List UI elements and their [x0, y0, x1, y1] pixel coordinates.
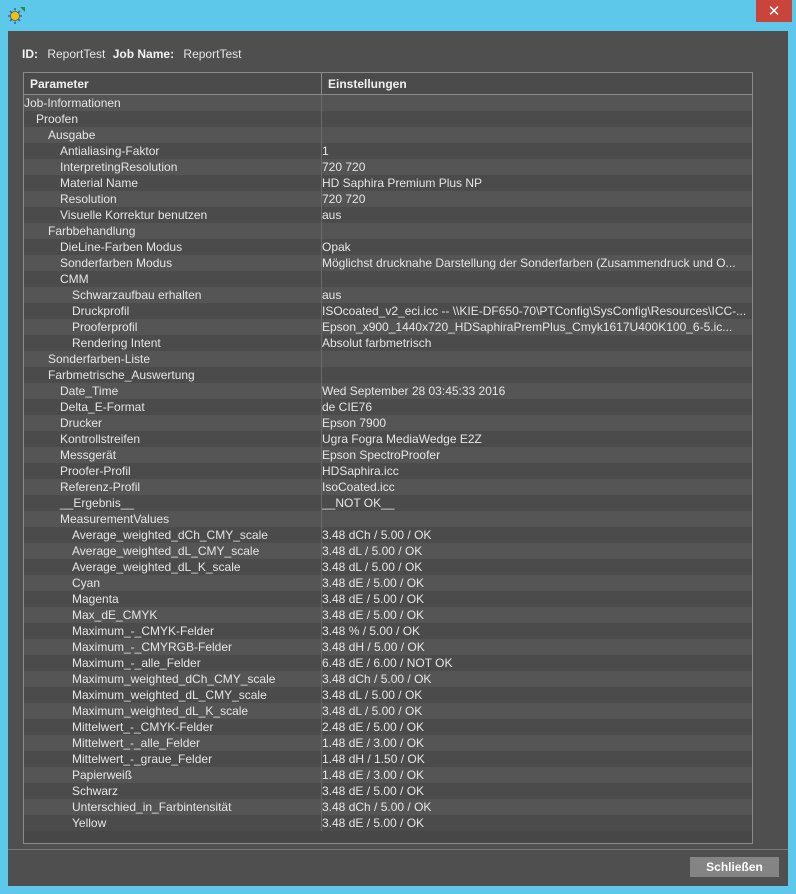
table-row[interactable] — [24, 127, 752, 143]
id-label: ID: — [22, 47, 38, 61]
parameter-cell: Maximum_-_CMYRGB-Felder — [72, 640, 233, 654]
parameter-cell: Magenta — [72, 592, 119, 606]
parameter-cell: Cyan — [72, 576, 101, 590]
parameter-cell: Delta_E-Format — [60, 400, 145, 414]
parameter-cell: Proofer-Profil — [60, 464, 131, 478]
value-cell: 720 720 — [322, 192, 366, 206]
table-row[interactable] — [24, 511, 752, 527]
parameter-cell: Yellow — [72, 816, 107, 830]
table-row[interactable] — [24, 623, 752, 639]
value-cell — [322, 367, 750, 383]
value-cell: Epson SpectroProofer — [322, 448, 441, 462]
value-cell: HDSaphira.icc — [322, 464, 399, 478]
value-cell: de CIE76 — [322, 400, 373, 414]
table-row[interactable] — [24, 207, 752, 223]
parameter-cell: Unterschied_in_Farbintensität — [72, 800, 232, 814]
parameter-cell: Sonderfarben Modus — [60, 256, 173, 270]
parameter-cell: Antialiasing-Faktor — [60, 144, 160, 158]
parameter-cell: Maximum_-_CMYK-Felder — [72, 624, 215, 638]
parameter-cell: Average_weighted_dL_K_scale — [72, 560, 241, 574]
parameter-cell: Proofen — [36, 112, 79, 126]
table-row[interactable] — [24, 319, 752, 335]
parameter-cell: Date_Time — [60, 384, 119, 398]
table-row[interactable] — [24, 671, 752, 687]
id-value: ReportTest — [47, 47, 106, 61]
window-close-button[interactable]: ✕ — [756, 0, 792, 22]
value-cell: 3.48 % / 5.00 / OK — [322, 624, 421, 638]
parameter-cell: Average_weighted_dL_CMY_scale — [72, 544, 260, 558]
table-row[interactable] — [24, 815, 752, 831]
table-row[interactable] — [24, 223, 752, 239]
value-cell: 3.48 dL / 5.00 / OK — [322, 688, 423, 702]
parameter-cell: CMM — [60, 272, 89, 286]
value-cell: Epson_x900_1440x720_HDSaphiraPremPlus_Cmyk1617U400K100_6-5.ic... — [322, 320, 733, 334]
value-cell: Möglichst drucknahe Darstellung der Sonderfarben (Zusammendruck und O... — [322, 256, 736, 270]
value-cell: aus — [322, 288, 342, 302]
table-row[interactable] — [24, 447, 752, 463]
parameter-cell: Messgerät — [60, 448, 117, 462]
value-cell: Wed September 28 03:45:33 2016 — [322, 384, 506, 398]
settings-table[interactable] — [23, 72, 753, 844]
value-cell: 3.48 dL / 5.00 / OK — [322, 560, 423, 574]
parameter-cell: Rendering Intent — [72, 336, 161, 350]
value-cell: 3.48 dE / 5.00 / OK — [322, 816, 425, 830]
value-cell: 3.48 dCh / 5.00 / OK — [322, 800, 432, 814]
value-cell — [322, 95, 750, 111]
dialog-client-area — [8, 31, 788, 886]
value-cell: Epson 7900 — [322, 416, 387, 430]
value-cell: 3.48 dL / 5.00 / OK — [322, 704, 423, 718]
job-name-label: Job Name: — [112, 47, 175, 61]
value-cell: __NOT OK__ — [322, 496, 395, 510]
parameter-cell: Mittelwert_-_CMYK-Felder — [72, 720, 214, 734]
table-row[interactable] — [24, 431, 752, 447]
value-cell: aus — [322, 208, 342, 222]
column-header-einstellungen[interactable]: Einstellungen — [328, 77, 407, 91]
table-row[interactable] — [24, 783, 752, 799]
gear-sun-icon — [8, 6, 26, 24]
table-row[interactable] — [24, 639, 752, 655]
parameter-cell: Papierweiß — [72, 768, 133, 782]
job-name-value: ReportTest — [183, 47, 242, 61]
value-cell: 3.48 dCh / 5.00 / OK — [322, 528, 432, 542]
value-cell: 2.48 dE / 5.00 / OK — [322, 720, 425, 734]
parameter-cell: Referenz-Profil — [60, 480, 141, 494]
parameter-cell: Average_weighted_dCh_CMY_scale — [72, 528, 268, 542]
table-row[interactable] — [24, 399, 752, 415]
table-row[interactable] — [24, 111, 752, 127]
value-cell: 3.48 dCh / 5.00 / OK — [322, 672, 432, 686]
table-row[interactable] — [24, 415, 752, 431]
table-row[interactable] — [24, 303, 752, 319]
table-row[interactable] — [24, 591, 752, 607]
parameter-cell: Ausgabe — [48, 128, 96, 142]
parameter-cell: Drucker — [60, 416, 103, 430]
value-cell: Opak — [322, 240, 351, 254]
parameter-cell: Visuelle Korrektur benutzen — [60, 208, 208, 222]
table-row[interactable] — [24, 767, 752, 783]
table-row[interactable] — [24, 543, 752, 559]
parameter-cell: Mittelwert_-_alle_Felder — [72, 736, 201, 750]
parameter-cell: Schwarz — [72, 784, 119, 798]
value-cell: HD Saphira Premium Plus NP — [322, 176, 483, 190]
table-row[interactable] — [24, 463, 752, 479]
table-row[interactable] — [24, 351, 752, 367]
close-button[interactable]: Schließen — [690, 857, 779, 877]
table-row[interactable] — [24, 367, 752, 383]
parameter-cell: Kontrollstreifen — [60, 432, 141, 446]
parameter-cell: Mittelwert_-_graue_Felder — [72, 752, 213, 766]
value-cell: 3.48 dL / 5.00 / OK — [322, 544, 423, 558]
table-row[interactable] — [24, 687, 752, 703]
table-row[interactable] — [24, 335, 752, 351]
table-row[interactable] — [24, 191, 752, 207]
value-cell: 1.48 dH / 1.50 / OK — [322, 752, 425, 766]
value-cell — [322, 511, 750, 527]
parameter-cell: Prooferprofil — [72, 320, 138, 334]
table-row[interactable] — [24, 799, 752, 815]
table-row[interactable] — [24, 703, 752, 719]
value-cell: 3.48 dE / 5.00 / OK — [322, 608, 425, 622]
table-row[interactable] — [24, 143, 752, 159]
value-cell — [322, 111, 750, 127]
table-row[interactable] — [24, 383, 752, 399]
parameter-cell: Max_dE_CMYK — [72, 608, 158, 622]
parameter-cell: DieLine-Farben Modus — [60, 240, 183, 254]
parameter-cell: InterpretingResolution — [60, 160, 178, 174]
value-cell — [322, 223, 750, 239]
parameter-cell: Farbbehandlung — [48, 224, 136, 238]
table-row[interactable] — [24, 159, 752, 175]
value-cell: IsoCoated.icc — [322, 480, 395, 494]
table-row[interactable] — [24, 287, 752, 303]
table-row[interactable] — [24, 559, 752, 575]
value-cell: 3.48 dE / 5.00 / OK — [322, 592, 425, 606]
table-body — [24, 95, 752, 831]
column-header-parameter[interactable]: Parameter — [24, 73, 322, 94]
value-cell: ISOcoated_v2_eci.icc -- \\KIE-DF650-70\PTConfig\SysConfig\Resources\ICC-... — [322, 304, 747, 318]
parameter-cell: Job-Informationen — [24, 96, 121, 110]
value-cell: 1.48 dE / 3.00 / OK — [322, 736, 425, 750]
value-cell: 3.48 dE / 5.00 / OK — [322, 784, 425, 798]
parameter-cell: __Ergebnis__ — [60, 496, 135, 510]
value-cell: 3.48 dH / 5.00 / OK — [322, 640, 425, 654]
title-bar — [0, 0, 796, 30]
table-row[interactable] — [24, 255, 752, 271]
footer-divider — [8, 849, 788, 850]
parameter-cell: Material Name — [60, 176, 139, 190]
parameter-cell: Schwarzaufbau erhalten — [72, 288, 202, 302]
parameter-cell: Farbmetrische_Auswertung — [48, 368, 195, 382]
table-row[interactable] — [24, 95, 752, 111]
parameter-cell: Maximum_weighted_dL_K_scale — [72, 704, 249, 718]
parameter-cell: Maximum_-_alle_Felder — [72, 656, 201, 670]
table-row[interactable] — [24, 751, 752, 767]
table-header — [24, 73, 752, 95]
value-cell: Absolut farbmetrisch — [322, 336, 432, 350]
parameter-cell: Maximum_weighted_dL_CMY_scale — [72, 688, 267, 702]
table-row[interactable] — [24, 735, 752, 751]
table-row[interactable] — [24, 719, 752, 735]
value-cell: Ugra Fogra MediaWedge E2Z — [322, 432, 482, 446]
table-row[interactable] — [24, 175, 752, 191]
table-row[interactable] — [24, 655, 752, 671]
value-cell — [322, 127, 750, 143]
value-cell: 1 — [322, 144, 329, 158]
table-row[interactable] — [24, 575, 752, 591]
value-cell — [322, 351, 750, 367]
value-cell: 3.48 dE / 5.00 / OK — [322, 576, 425, 590]
job-header — [22, 47, 241, 61]
parameter-cell: Sonderfarben-Liste — [48, 352, 151, 366]
table-row[interactable] — [24, 527, 752, 543]
parameter-cell: MeasurementValues — [60, 512, 170, 526]
value-cell — [322, 271, 750, 287]
table-row[interactable] — [24, 607, 752, 623]
value-cell: 720 720 — [322, 160, 366, 174]
parameter-cell: Maximum_weighted_dCh_CMY_scale — [72, 672, 276, 686]
table-row[interactable] — [24, 495, 752, 511]
table-row[interactable] — [24, 239, 752, 255]
table-row[interactable] — [24, 271, 752, 287]
parameter-cell: Resolution — [60, 192, 117, 206]
value-cell: 1.48 dE / 3.00 / OK — [322, 768, 425, 782]
value-cell: 6.48 dE / 6.00 / NOT OK — [322, 656, 453, 670]
parameter-cell: Druckprofil — [72, 304, 130, 318]
table-row[interactable] — [24, 479, 752, 495]
